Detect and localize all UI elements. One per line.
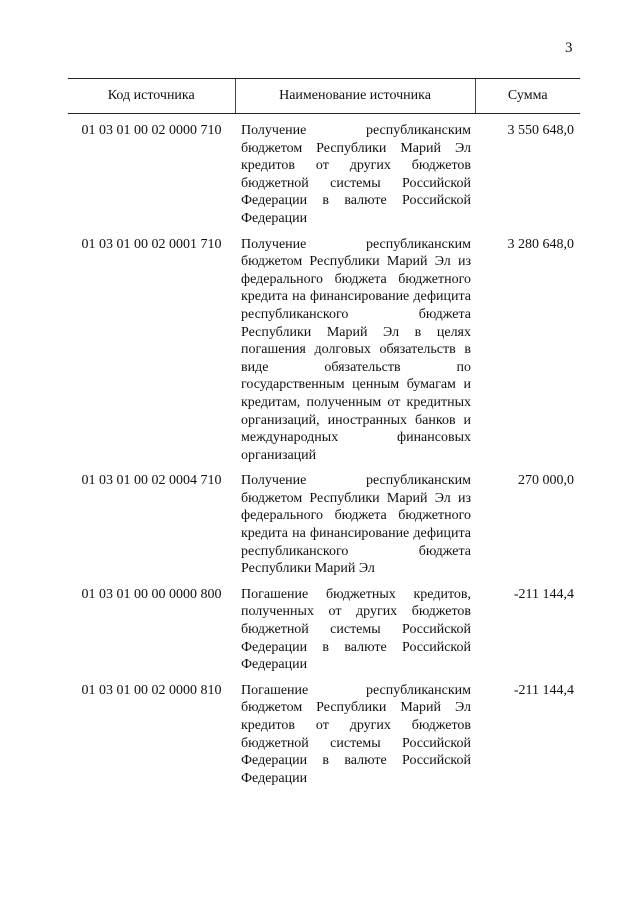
row-code: 01 03 01 00 00 0000 800 xyxy=(81,586,222,602)
header-amount: Сумма xyxy=(475,79,580,114)
row-amount: 3 550 648,0 xyxy=(507,123,574,138)
row-code: 01 03 01 00 02 0000 810 xyxy=(81,682,222,698)
row-amount: 3 280 648,0 xyxy=(507,236,574,252)
page-number: 3 xyxy=(565,40,573,56)
table-row xyxy=(68,674,580,788)
row-name: Погашение бюджетных кредитов, полученных от других бюджетов бюджетной системы Российской Федерации в валюте Российской Федерации xyxy=(241,586,471,673)
sources-table xyxy=(68,78,580,787)
row-amount: -211 144,4 xyxy=(513,586,574,602)
table-row xyxy=(68,464,580,578)
table-row xyxy=(68,228,580,465)
row-name: Получение республиканским бюджетом Республики Марий Эл из федерального бюджета бюджетного кредита на финансирование дефицита республиканского бюджета Республики Марий Эл в целях погашения долговых обязательств в виде обязательств по государственным ценным бумагам и кредитам, полученным от кредитных организаций, иностранных банков и международных финансовых организаций xyxy=(241,236,471,463)
row-name: Получение республиканским бюджетом Республики Марий Эл из федерального бюджета бюджетного кредита на финансирование дефицита республиканского бюджета Республики Марий Эл xyxy=(241,473,471,577)
row-code: 01 03 01 00 02 0001 710 xyxy=(81,236,222,252)
table-row xyxy=(68,578,580,674)
row-name: Погашение республиканским бюджетом Республики Марий Эл кредитов от других бюджетов бюджетной системы Российской Федерации в валюте Российской Федерации xyxy=(241,682,471,786)
row-code: 01 03 01 00 02 0004 710 xyxy=(81,473,222,489)
header-code: Код источника xyxy=(68,79,235,114)
row-code: 01 03 01 00 02 0000 710 xyxy=(81,123,222,138)
table-header-row xyxy=(68,79,580,114)
row-amount: -211 144,4 xyxy=(513,682,574,698)
row-amount: 270 000,0 xyxy=(518,473,574,489)
table-row xyxy=(68,114,580,228)
header-name: Наименование источника xyxy=(235,79,475,114)
row-name: Получение республиканским бюджетом Республики Марий Эл кредитов от других бюджетов бюджетной системы Российской Федерации в валюте Российской Федерации xyxy=(241,123,471,226)
